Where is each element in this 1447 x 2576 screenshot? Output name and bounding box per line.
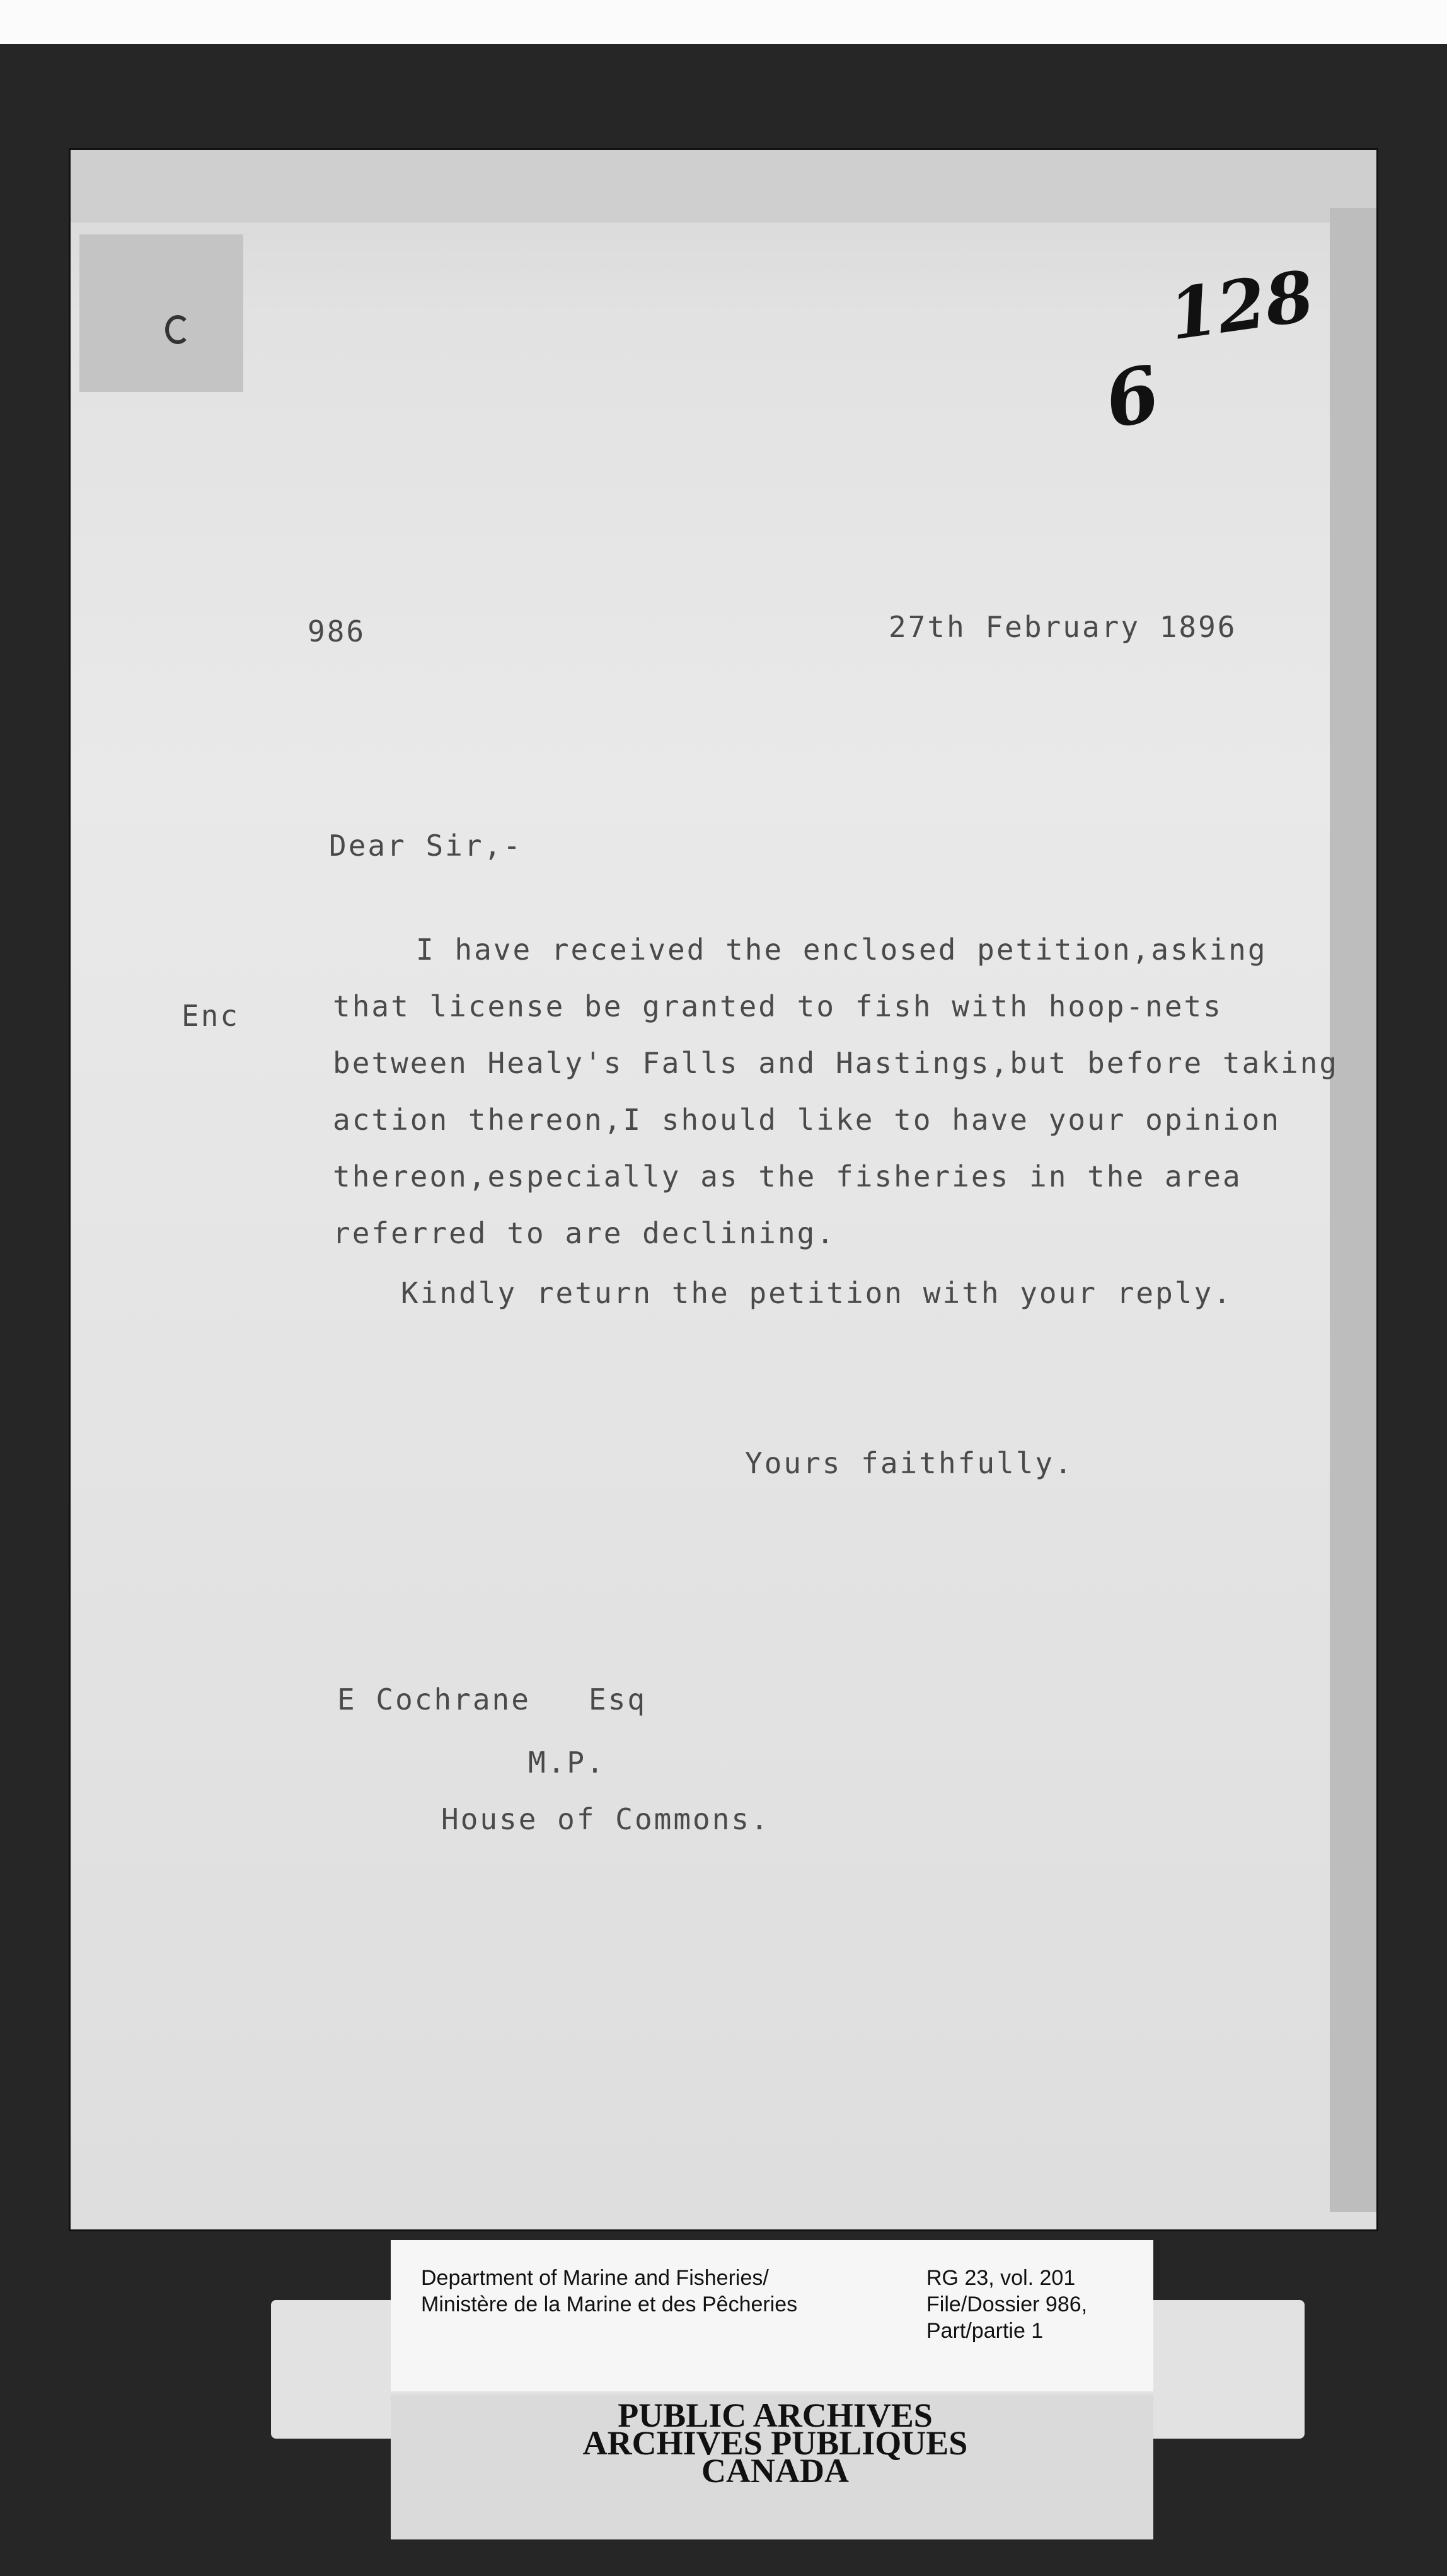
body-line-6: referred to are declining.	[333, 1216, 836, 1250]
label-ref-volume: RG 23, vol. 201	[926, 2266, 1076, 2290]
label-ref-file: File/Dossier 986,	[926, 2292, 1088, 2316]
stamp-line-2: ARCHIVES PUBLIQUES	[582, 2424, 968, 2462]
stamp-line-3: CANADA	[701, 2452, 849, 2490]
handwritten-mark: 6	[1097, 348, 1168, 447]
paper-clip-area	[79, 234, 243, 392]
label-department: Department of Marine and Fisheries/	[421, 2266, 769, 2290]
addressee-title: M.P.	[528, 1745, 606, 1780]
body-line-2: that license be granted to fish with hoop-nets	[333, 989, 1223, 1023]
body-line-4: action thereon,I should like to have your opinion	[333, 1103, 1281, 1137]
staple-icon	[165, 315, 190, 344]
closing: Yours faithfully.	[745, 1446, 1074, 1480]
sheet-edge-shadow	[1330, 208, 1376, 2212]
addressee-place: House of Commons.	[441, 1802, 770, 1836]
body-line-1: I have received the enclosed petition,asking	[416, 933, 1267, 967]
body-line-5: thereon,especially as the fisheries in the area	[333, 1159, 1242, 1193]
addressee-name: E Cochrane Esq	[337, 1682, 647, 1716]
scan-top-margin	[0, 0, 1447, 44]
stamp-line-1: PUBLIC ARCHIVES	[618, 2396, 933, 2434]
body-line-7: Kindly return the petition with your reply.	[401, 1276, 1233, 1310]
body-line-3: between Healy's Falls and Hastings,but before taking	[333, 1046, 1339, 1080]
sheet-top-fold	[71, 150, 1376, 222]
handwritten-page-number: 128	[1164, 255, 1319, 356]
label-ref-part: Part/partie 1	[926, 2319, 1044, 2343]
label-department-fr: Ministère de la Marine et des Pêcheries	[421, 2292, 798, 2316]
margin-note-enclosure: Enc	[182, 999, 240, 1033]
letter-date: 27th February 1896	[889, 610, 1237, 644]
salutation: Dear Sir,-	[329, 829, 522, 863]
file-number: 986	[308, 614, 366, 648]
